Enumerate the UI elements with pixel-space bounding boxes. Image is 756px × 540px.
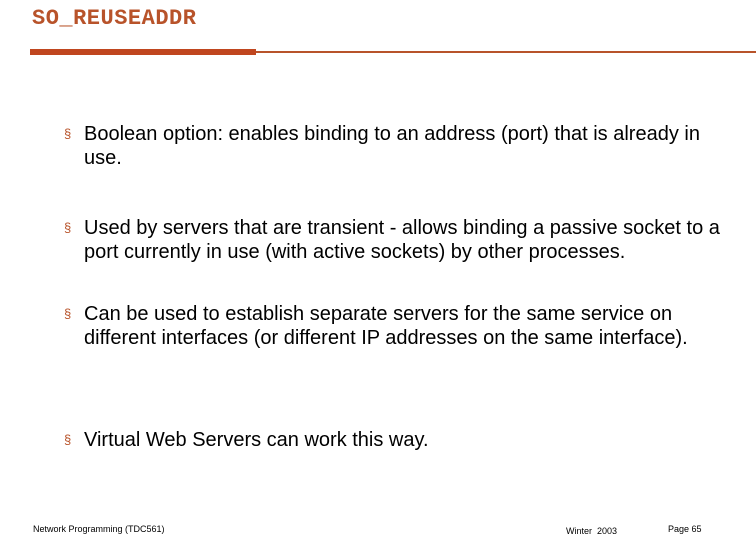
title-accent-bar	[30, 49, 256, 55]
footer-page-number: Page 65	[668, 524, 702, 534]
footer-course: Network Programming (TDC561)	[33, 524, 165, 534]
bullet-text: Used by servers that are transient - allows binding a passive socket to a port currently in use (with active sockets) by other processes.	[84, 217, 720, 263]
bullet-marker-icon: §	[64, 306, 72, 321]
bullet-text: Virtual Web Servers can work this way.	[84, 429, 429, 451]
bullet-item	[64, 216, 724, 264]
bullet-text: Can be used to establish separate servers for the same service on different interfaces (or different IP addresses on the same interface).	[84, 303, 688, 349]
bullet-item	[64, 302, 724, 350]
footer-term: Winter 2003	[566, 526, 618, 536]
bullet-marker-icon: §	[64, 126, 72, 141]
bullet-text: Boolean option: enables binding to an address (port) that is already in use.	[84, 123, 700, 169]
bullet-marker-icon: §	[64, 220, 72, 235]
bullet-item	[64, 122, 724, 170]
bullet-item	[64, 428, 724, 452]
slide-title: SO_REUSEADDR	[32, 6, 197, 31]
bullet-marker-icon: §	[64, 432, 72, 447]
